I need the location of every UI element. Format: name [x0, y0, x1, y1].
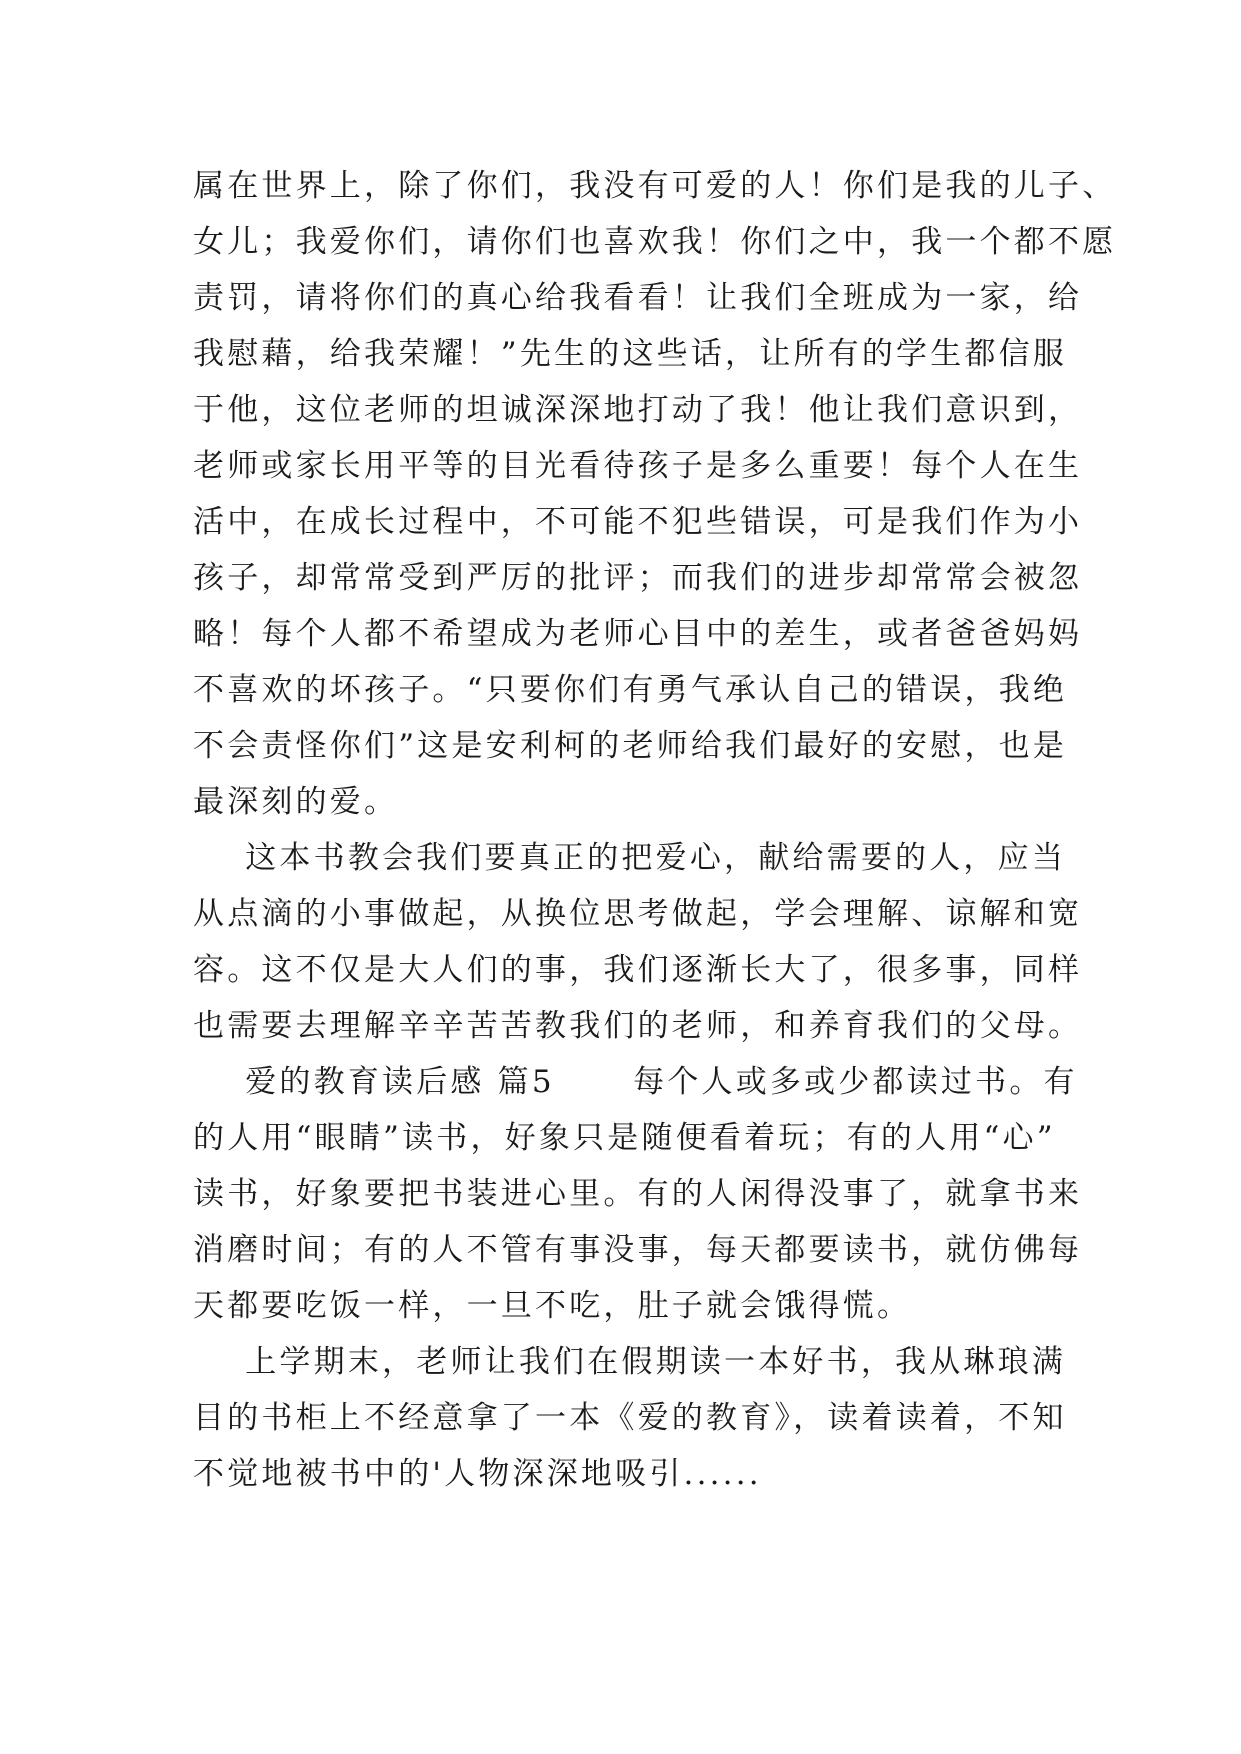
text-line-24: 不觉地被书中的'人物深深地吸引......	[193, 1456, 762, 1492]
text-line-13: 这本书教会我们要真正的把爱心，献给需要的人，应当	[193, 840, 1067, 876]
text-line-5: 于他，这位老师的坦诚深深地打动了我！他让我们意识到，	[193, 392, 1083, 428]
text-line-22: 上学期末，老师让我们在假期读一本好书，我从琳琅满	[193, 1344, 1067, 1380]
text-line-3: 责罚，请将你们的真心给我看看！让我们全班成为一家，给	[193, 280, 1083, 316]
text-line-19: 读书，好象要把书装进心里。有的人闲得没事了，就拿书来	[193, 1176, 1083, 1212]
text-line-2: 女儿；我爱你们，请你们也喜欢我！你们之中，我一个都不愿	[193, 224, 1117, 260]
text-line-11: 不会责怪你们”这是安利柯的老师给我们最好的安慰，也是	[193, 728, 1068, 764]
text-line-15: 容。这不仅是大人们的事，我们逐渐长大了，很多事，同样	[193, 952, 1083, 988]
text-line-7: 活中，在成长过程中，不可能不犯些错误，可是我们作为小	[193, 504, 1083, 540]
text-line-8: 孩子，却常常受到严厉的批评；而我们的进步却常常会被忽	[193, 560, 1083, 596]
text-line-12: 最深刻的爱。	[193, 784, 399, 820]
text-line-6: 老师或家长用平等的目光看待孩子是多么重要！每个人在生	[193, 448, 1083, 484]
text-line-10: 不喜欢的坏孩子。“只要你们有勇气承认自己的错误，我绝	[193, 672, 1068, 708]
text-line-23: 目的书柜上不经意拿了一本《爱的教育》，读着读着，不知	[193, 1400, 1067, 1436]
text-line-16: 也需要去理解辛辛苦苦教我们的老师，和养育我们的父母。	[193, 1008, 1083, 1044]
text-line-21: 天都要吃饭一样，一旦不吃，肚子就会饿得慌。	[193, 1288, 912, 1324]
text-line-17: 爱的教育读后感 篇5 每个人或多或少都读过书。有	[193, 1064, 1078, 1100]
text-line-1: 属在世界上，除了你们，我没有可爱的人！你们是我的儿子、	[193, 168, 1117, 204]
text-line-20: 消磨时间；有的人不管有事没事，每天都要读书，就仿佛每	[193, 1232, 1083, 1268]
text-line-14: 从点滴的小事做起，从换位思考做起，学会理解、谅解和宽	[193, 896, 1083, 932]
text-line-4: 我慰藉，给我荣耀！”先生的这些话，让所有的学生都信服	[193, 336, 1068, 372]
text-line-9: 略！每个人都不希望成为老师心目中的差生，或者爸爸妈妈	[193, 616, 1083, 652]
text-line-18: 的人用“眼睛”读书，好象只是随便看着玩；有的人用“心”	[193, 1120, 1056, 1156]
